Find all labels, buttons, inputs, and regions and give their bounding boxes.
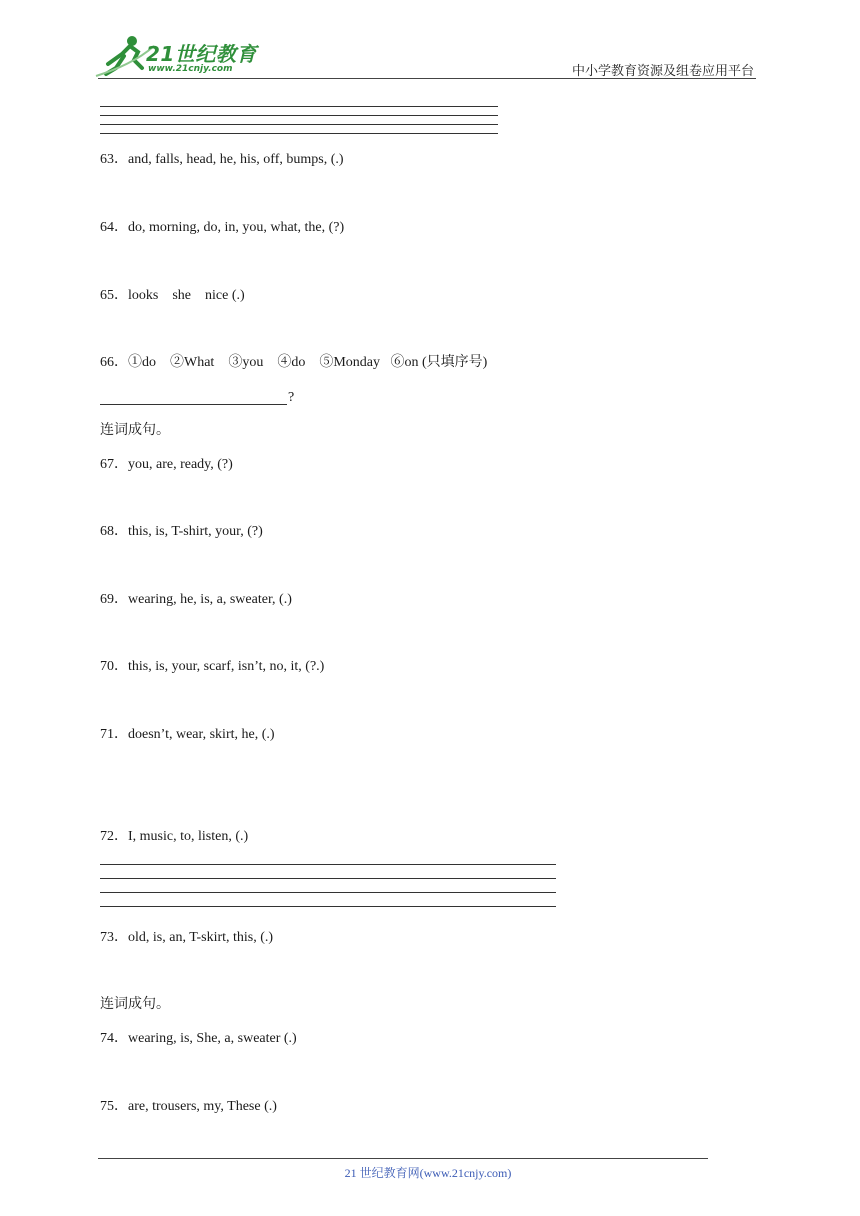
answer-question-mark: ? (288, 390, 295, 405)
question-text: this, is, T-shirt, your, (?) (128, 524, 263, 539)
question-text: you, are, ready, (?) (128, 457, 233, 472)
question-63 (100, 151, 344, 169)
question-number: 67． (100, 457, 128, 472)
question-74 (100, 1030, 297, 1048)
header-divider (98, 78, 756, 79)
logo-url: www.21cnjy.com (148, 64, 233, 74)
question-69 (100, 591, 292, 609)
answer-line[interactable] (100, 892, 556, 893)
question-number: 70． (100, 659, 128, 674)
question-number: 68． (100, 524, 128, 539)
section-heading: 连词成句。 (100, 423, 170, 438)
question-text: wearing, he, is, a, sweater, (.) (128, 592, 292, 607)
answer-line[interactable] (100, 133, 498, 134)
question-number: 65． (100, 288, 128, 303)
question-number: 75． (100, 1099, 128, 1114)
answer-line[interactable] (100, 106, 498, 107)
question-text: and, falls, head, he, his, off, bumps, (.) (128, 152, 344, 167)
question-number: 73． (100, 930, 128, 945)
question-66 (100, 354, 487, 372)
question-number: 74． (100, 1031, 128, 1046)
logo-text: 21世纪教育 (146, 42, 257, 66)
answer-line[interactable] (100, 115, 498, 116)
question-64 (100, 219, 344, 237)
question-text: do, morning, do, in, you, what, the, (?) (128, 220, 345, 235)
header-platform-title: 中小学教育资源及组卷应用平台 (571, 63, 754, 78)
section-heading: 连词成句。 (100, 997, 170, 1012)
answer-line[interactable] (100, 906, 556, 907)
answer-blank[interactable] (100, 404, 287, 405)
question-text: looks she nice (.) (128, 288, 245, 303)
question-68 (100, 523, 263, 541)
question-text: wearing, is, She, a, sweater (.) (128, 1031, 297, 1046)
answer-line[interactable] (100, 864, 556, 865)
question-65 (100, 287, 245, 305)
question-text: old, is, an, T-skirt, this, (.) (128, 930, 274, 945)
question-71 (100, 726, 275, 744)
question-72 (100, 828, 248, 846)
question-67 (100, 456, 233, 474)
question-text: doesn’t, wear, skirt, he, (.) (128, 727, 275, 742)
answer-line[interactable] (100, 878, 556, 879)
question-text: this, is, your, scarf, isn’t, no, it, (?.) (128, 659, 325, 674)
footer-divider (98, 1158, 708, 1159)
question-number: 64． (100, 220, 128, 235)
question-text: are, trousers, my, These (.) (128, 1099, 277, 1114)
question-number: 71． (100, 727, 128, 742)
question-number: 63． (100, 152, 128, 167)
question-number: 69． (100, 592, 128, 607)
footer-link[interactable]: 21 世纪教育网(www.21cnjy.com) (344, 1166, 512, 1180)
question-number: 72． (100, 829, 128, 844)
question-75 (100, 1098, 277, 1116)
answer-line[interactable] (100, 124, 498, 125)
question-text: ①do ②What ③you ④do ⑤Monday ⑥on (只填序号) (128, 355, 488, 370)
question-number: 66． (100, 355, 128, 370)
question-73 (100, 929, 273, 947)
question-70 (100, 658, 324, 676)
question-text: I, music, to, listen, (.) (128, 829, 249, 844)
